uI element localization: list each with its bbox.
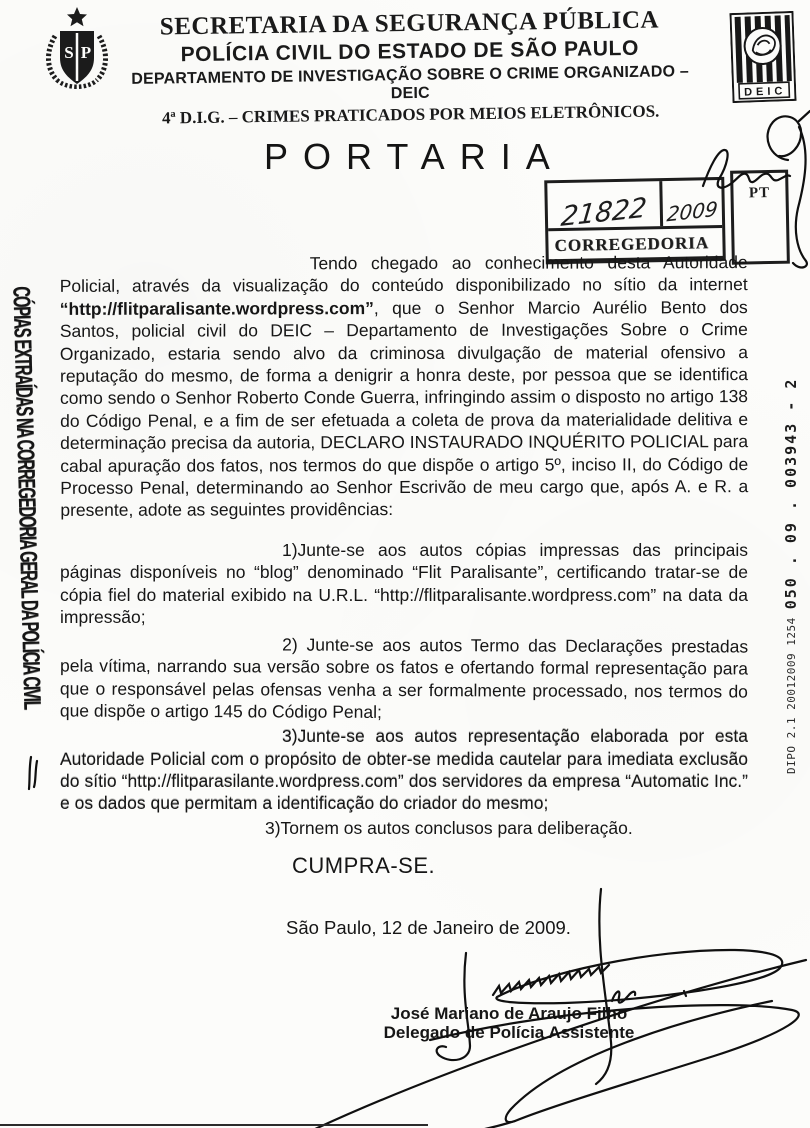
left-margin-vertical-text: CÓPIAS EXTRAÍDAS NA CORREGEDORIA GERAL DA POLÍCIA CIVIL	[7, 286, 46, 710]
signature-upper-loop	[496, 950, 782, 1003]
right-margin-small-code: DIPO 2.1 20012009 1254	[784, 617, 798, 774]
signature-block	[374, 1004, 644, 1042]
signature-zigzag	[493, 965, 609, 995]
paragraph-item-4: 3)Tornem os autos conclusos para deliberação.	[265, 817, 633, 838]
paragraph-item-2: 2) Junte-se aos autos Termo das Declarações prestadas pela vítima, narrando sua versão sobre os fatos e ofertando formal representação para que o responsável pelas ofensas venha a ser formalmente processado, nos termos do que dispõe o artigo 145 do Código Penal;	[59, 633, 749, 722]
paragraph-opening	[60, 251, 749, 522]
dateline: São Paulo, 12 de Janeiro de 2009.	[286, 917, 571, 938]
paragraph-item-1: 1)Junte-se aos autos cópias impressas das principais páginas disponíveis no “blog” denominado “Flit Paralisante”, certificando tratar-se de cópia fiel do material exibido na U.R.L. “http://flitparalisante.wordpress.com” na data da impressão;	[60, 539, 748, 628]
signature-long-stroke	[294, 960, 806, 1128]
letterhead-line-3: DEPARTAMENTO DE INVESTIGAÇÃO SOBRE O CRIME ORGANIZADO – DEIC	[131, 63, 690, 103]
letterhead-line-2: POLÍCIA CIVIL DO ESTADO DE SÃO PAULO	[180, 36, 640, 67]
crest-wreath-left	[48, 36, 57, 80]
deic-label: DEIC	[743, 85, 787, 99]
paragraph-item-3: 3)Junte-se aos autos representação elaborada por esta Autoridade Policial com o propósito de obter-se medida cautelar para imediata exclusão do sítio “http://flitparasilante.wordpress.com” dos servidores da empresa “Automatic Inc.” e os dados que permitam a identificação do criador do mesmo;	[60, 726, 748, 814]
crest-star	[67, 7, 87, 26]
document-title: PORTARIA	[264, 136, 565, 177]
signature-vertical-right	[596, 889, 611, 1084]
deic-emblem-circle	[744, 27, 781, 64]
signature-small-curl	[612, 991, 635, 1002]
signature-dot	[684, 991, 686, 996]
crest-wreath-right	[97, 36, 106, 80]
stamp-handwritten-number: 21822	[559, 192, 649, 234]
order-cumpra-se: CUMPRA-SE.	[292, 853, 436, 878]
right-margin-vertical-text	[776, 377, 806, 774]
crest-letter-p: P	[80, 43, 92, 62]
letterhead-line-4: 4ª D.I.G. – CRIMES PRATICADOS POR MEIOS ELETRÔNICOS.	[161, 101, 660, 128]
text-run: , que o Senhor Marcio Aurélio Bento dos Santos, policial civil do DEIC – Departamento de Investigações Sobre o Crime Organizado, estaria sendo alvo da criminosa divulgação de material ofensivo a reputação do mesmo, de forma a denigrir a honra deste, por pessoa que se identifica como sendo o Senhor Roberto Conde Guerra, infringindo assim o disposto no artigo 138 do Código Penal, e a fim de ser efetuada a coleta de prova da materialidade delitiva e determinação precisa da autoria, DECLARO INSTAURADO INQUÉRITO POLICIAL para cabal apuração dos fatos, nos termos do que dispõe o artigo 5º, inciso II, do Código de Processo Penal, determinando ao Senhor Escrivão de meu cargo que, após A. e R. a presente, adote as seguintes providências:	[59, 296, 749, 521]
document-body	[60, 252, 748, 839]
stamp-number-cell	[547, 181, 663, 234]
stamp-year-cell	[662, 180, 722, 226]
letterhead-line-1: SECRETARIA DA SEGURANÇA PÚBLICA	[159, 6, 660, 41]
stamp-handwritten-year: 2009	[665, 196, 719, 227]
text-run: Tendo chegado ao conhecimento desta Autoridade Policial, através da visualização do conteúdo disponibilizado no sítio da internet	[59, 252, 748, 297]
sp-police-crest-icon	[40, 6, 114, 98]
right-margin-case-code: 050 . 09 . 003943 - 2	[782, 377, 800, 610]
handwritten-top-right-tail	[799, 111, 810, 121]
deic-badge-icon	[729, 11, 796, 103]
crest-letter-s: S	[64, 43, 74, 62]
signer-role: Delegado de Polícia Assistente	[383, 1023, 635, 1042]
handwritten-top-right-mark	[768, 116, 802, 160]
stamp-pt-label: PT	[748, 185, 771, 202]
signer-name: José Mariano de Araujo Filho	[390, 1004, 628, 1023]
stamp-number-row	[547, 180, 722, 234]
handwritten-right-bracket	[793, 127, 807, 267]
stamp-office-label: CORREGEDORIA	[554, 233, 710, 256]
scan-edge-artifact	[0, 1124, 428, 1126]
letterhead	[109, 6, 711, 129]
url-bold-text: “http://flitparalisante.wordpress.com”	[59, 297, 374, 319]
